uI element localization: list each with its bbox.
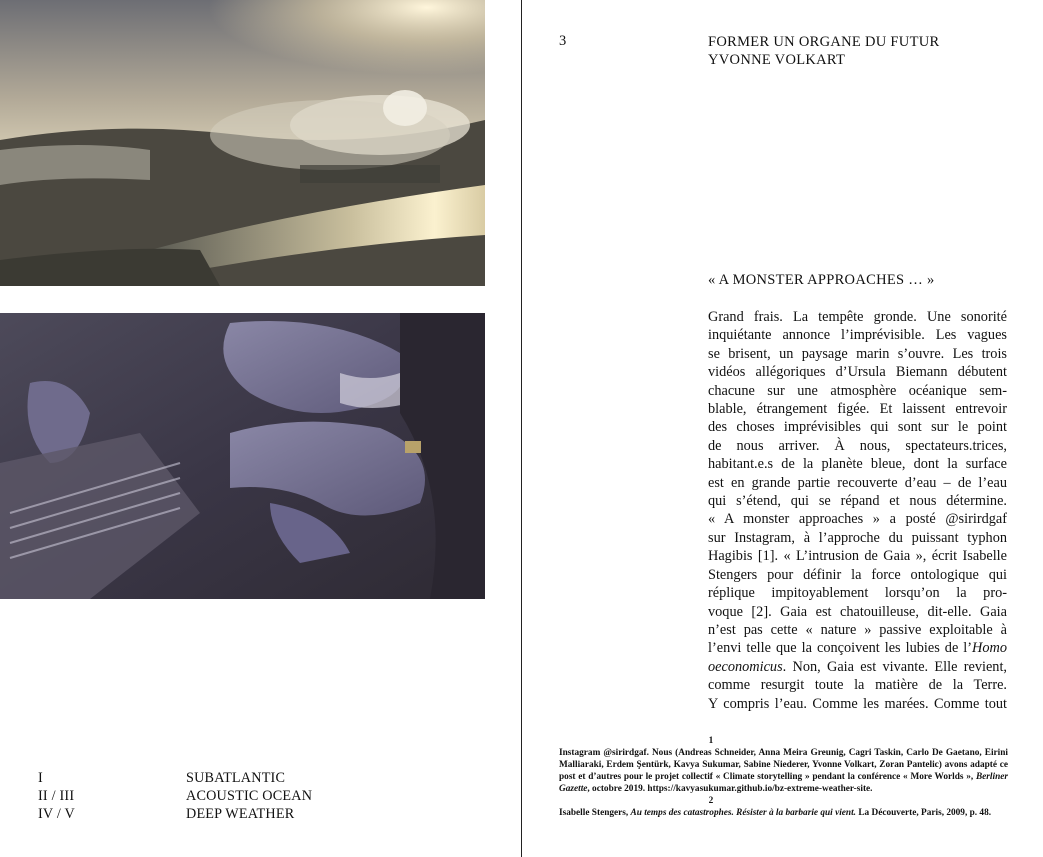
body-line: chacune sur une atmosphère océanique sem-: [708, 382, 1007, 399]
body-line: [708, 658, 1007, 676]
caption-row: [38, 769, 312, 787]
footnote-number: 1: [708, 736, 714, 746]
body-line: blable, étrangement figée. Et laissent entrevoir: [708, 401, 1007, 418]
body-line: se brisent, un paysage marin s’ouvre. Les trois: [708, 345, 1007, 362]
body-line: « A monster approaches » a posté @sirirdgaf: [708, 511, 1007, 528]
image-captions: [38, 769, 312, 823]
body-line: habitant.e.s de la planète bleue, dont la surface: [708, 456, 1007, 473]
body-line: voque [2]. Gaia est chatouilleuse, dit-elle. Gaia: [708, 603, 1007, 620]
footnote-text: [559, 807, 1008, 819]
aerial-photo-mining-ponds: [0, 313, 485, 599]
body-line: réplique impitoyablement lorsqu’on la pro-: [708, 585, 1007, 602]
body-line: Y compris l’eau. Comme les marées. Comme tout: [708, 695, 1007, 712]
aerial-photo-smoke-image: [0, 0, 485, 286]
footnote-text-part: Instagram @sirirdgaf. Nous (Andreas Schneider, Anna Meira Greunig, Cagri Taskin, Carlo De Gaetano, Eirini Malliaraki, Erdem Şentürk, Kavya Sukumar, Sabine Niederer, Yvonne Volkart, Zoran Pantelic) avons adapté ce post et d’autres pour le projet collectif « Climate storytelling » pendant la conférence « More Worlds »,: [559, 748, 1008, 782]
footnote-text-part: La Découverte, Paris, 2009, p. 48.: [856, 808, 992, 818]
body-line: Hagibis [1]. « L’intrusion de Gaia », écrit Isabelle: [708, 548, 1007, 565]
aerial-photo-smoke: [0, 0, 485, 286]
body-line: Stengers pour définir la force ontologique qui: [708, 566, 1007, 583]
italic-term: Homo: [972, 640, 1007, 657]
body-line: n’est pas cette « nature » passive exploitable à: [708, 621, 1007, 638]
body-line: [708, 639, 1007, 657]
running-header: [708, 33, 939, 69]
body-line: des choses imprévisibles qui sont sur le point: [708, 419, 1007, 436]
footnote-italic: Berliner Gazette: [559, 772, 1008, 794]
footnote-text-part: Isabelle Stengers,: [559, 808, 631, 818]
body-line: inquiétante annonce l’imprévisible. Les vagues: [708, 327, 1007, 344]
section-title: « A MONSTER APPROACHES … »: [708, 272, 935, 288]
page-number: 3: [559, 33, 567, 49]
page-divider: [521, 0, 522, 857]
footnotes: [559, 735, 1008, 819]
caption-row: [38, 805, 312, 823]
chapter-title: FORMER UN ORGANE DU FUTUR: [708, 34, 940, 50]
caption-number: I: [38, 770, 43, 786]
footnote-italic: Au temps des catastrophes. Résister à la barbarie qui vient.: [630, 808, 856, 818]
body-line: vidéos allégoriques d’Ursula Biemann débutent: [708, 364, 1007, 381]
aerial-photo-mining-ponds-image: [0, 313, 485, 599]
footnote-text: [559, 747, 1008, 795]
caption-title: SUBATLANTIC: [186, 770, 286, 786]
caption-title: ACOUSTIC OCEAN: [186, 788, 313, 804]
body-line: de nous arriver. À nous, spectateurs.trices,: [708, 437, 1007, 454]
body-line: comme resurgit toute la matière de la Terre.: [708, 677, 1007, 694]
body-line: qui s’étend, qui se répand et nous détermine.: [708, 493, 1007, 510]
caption-title: DEEP WEATHER: [186, 806, 295, 822]
footnote-text-part: , octobre 2019. https://kavyasukumar.github.io/bz-extreme-weather-site.: [587, 784, 873, 794]
body-line: Grand frais. La tempête gronde. Une sonorité: [708, 309, 1007, 325]
footnote-number: 2: [708, 796, 714, 806]
body-line-text: . Non, Gaia est vivante. Elle revient,: [782, 658, 1007, 675]
author-name: YVONNE VOLKART: [708, 52, 846, 68]
body-line: sur Instagram, à l’approche du puissant typhon: [708, 529, 1007, 546]
caption-number: IV / V: [38, 806, 75, 822]
caption-number: II / III: [38, 788, 75, 804]
body-line: est en grande partie recouverte d’eau – de l’eau: [708, 474, 1007, 491]
caption-row: [38, 787, 312, 805]
italic-term: oeconomicus: [708, 658, 783, 675]
body-paragraph: [708, 308, 1007, 713]
body-line-text: l’envi telle que la conçoivent les lubies de l’: [708, 640, 973, 657]
